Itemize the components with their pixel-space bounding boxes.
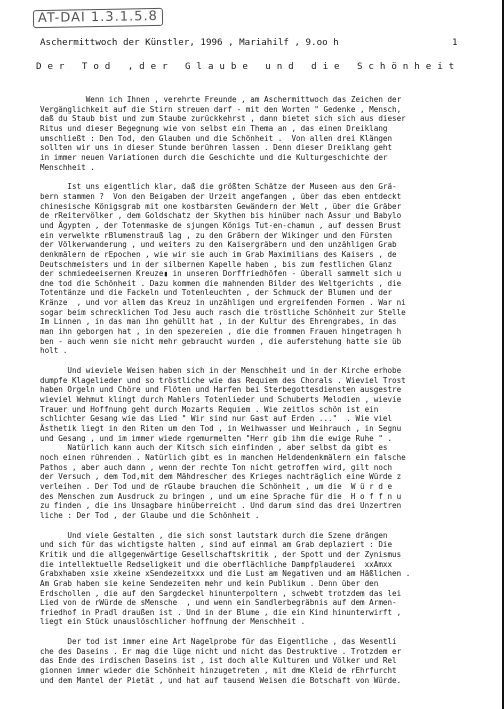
text-line: Erdschollen , die auf den Sargdeckel hinunterpoltern , schwebt trotzdem das lei [40,588,402,598]
text-line: de rReitervölker , dem Goldschatz der Skythen bis hinüber nach Assur und Babylo [40,211,402,221]
paragraph [40,95,500,172]
paragraph [40,182,500,356]
text-line: bern stammen ? Von den Beigaben der Urzeit angefangen , über das eben entdeckt [40,191,402,201]
text-line: Vergänglichkeit auf die Stirn streuen darf - mit den Worten " Gedenke , Mensch, [40,104,402,114]
text-line: und dem Mantel der Pietät , und hat auf tausend Weisen die Botschaft von Würde. [40,675,402,685]
text-line: Im Linnen , in das man ihn gehüllt hat , in der Kultur des Ehrengrabes, in das [40,317,397,327]
text-line: Und viele Gestalten , die sich sonst lautstark durch die Szene drängen [40,530,388,540]
text-line: liegt ein Stück unauslöschlicher hoffnung der Menschheit . [40,617,306,627]
text-line: man ihn geborgen hat , in den spezereien , die die frommen Frauen hingetragen h [40,327,402,337]
text-line: Pathos , aber auch dann , wenn der rechte Ton nicht getroffen wird, gilt noch [40,462,393,472]
text-line: gionnen immer wieder die Schönheit hinzugetreten , mit dme Kleid de rEhrfurcht [40,666,397,676]
text-line: liche : Der Tod , der Glaube und die Schönheit . [40,510,260,520]
text-line: Ist uns eigentlich klar, daß die größten Schätze der Museen aus den Grä- [40,182,397,192]
paragraph [40,531,500,628]
text-line: des Menschen zum Ausdruck zu bringen , und um eine Sprache für die H o f f n u [40,491,402,501]
text-line: Der tod ist immer eine Art Nagelprobe für das Eigentliche , das Wesentli [40,637,397,647]
text-line: schlichter Gesang wie das Lied " Wir sind nur Gast auf Erden ..." . Wie viel [40,414,393,424]
text-line: sogar beim schrecklichen Tod Jesu auch rasch die tröstliche Schönheit zur Stelle [40,307,406,317]
text-line: Grabxhaben xsie xkeine xSendezeitxxx und die Lust am Negativen und am Häßlichen . [40,569,411,579]
text-line: Trauer und Hoffnung geht durch Mozarts Requiem . Wie zeitlos schön ist ein [40,404,379,414]
paragraph-gap [40,627,500,637]
text-line: und Ägypten , der Totenmaske de sjungen Königs Tut-en-chamun , auf dessen Brust [40,220,402,230]
text-line: Totentänze und die Fackeln und Totenleuchten , der Schmuck der Blumen und der [40,288,393,298]
text-line: in immer neuen Variationen durch die Geschichte und die Kulturgeschichte der [40,152,388,162]
text-line: dne tod die Schönheit . Dazu kommen die mahnenden Bilder des Weltgerichts , die [40,278,402,288]
archive-stamp: AT-DAI 1.3.1.5.8 [33,8,163,28]
paragraph [40,637,500,685]
text-line: Deutschmeisters und in der silbernen Kapelle haben , bis zum festlichen Glanz [40,259,393,269]
header-line: Aschermittwoch der Künstler, 1996 , Mariahilf , 9.oo h [40,37,339,48]
text-line: und sich für das wichtigste halten , sind auf einmal am Grab deplaziert : Die [40,540,393,550]
paragraph-gap [40,356,500,366]
text-line: daß du Staub bist und zum Staube zurückkehrst , dann bietet sich sich aus dieser [40,114,406,124]
text-line: sollten wir uns in dieser Stunde berühren lassen . Denn dieser Dreiklang geht [40,143,393,153]
text-line: che des Daseins . Er mag die lüge nicht und nicht das Destruktive . Trotzdem er [40,646,402,656]
text-line: Menschheit . [40,162,95,172]
text-line: verleihen . Der Tod und de rGlaube brauchen die Schönheit , um die W ü r d e [40,481,393,491]
text-line: haben Orgeln und Chöre und Flöten und Harfen bei Sterbegottesdiensten ausgestre [40,385,402,395]
text-line: holt . [40,346,68,356]
text-line: zu finden , die ins Unsagbare hinüberreicht . Und darum sind das drei Unzertren [40,501,402,511]
text-line: ben - auch wenn sie nicht mehr gebraucht wurden , die auferstehung hatte sie üb [40,336,402,346]
paragraph-gap [40,521,500,531]
text-line: das Ende des irdischen Daseins ist , ist doch alle Kulturen und Völker und Rel [40,656,397,666]
text-line: friedhof in Pradl draußen ist . Und in der Blume , die ein Kind hinunterwirft , [40,607,402,617]
text-line: Und wieviele Weisen haben sich in der Menschheit und in der Kirche erhobe [40,366,402,376]
text-line: der schmiedeeisernen Kreuze▮ in unseren Dorffriedhöfen - überall sammelt sich u [40,269,402,279]
page-number: 1 [452,37,458,48]
text-line: umschließt : Den Tod, den Glauben und die Schönheit . Von allen drei Klängen [40,133,393,143]
paragraph-gap [40,172,500,182]
text-line: Am Grab haben sie keine Sendezeiten mehr und kein Publikum . Denn über den [40,578,379,588]
text-line: dumpfe Klagelieder und so tröstliche wie das Requiem des Chorals . Wieviel Trost [40,375,406,385]
text-line: Kränze , und vor allem das Kreuz in unzähligen und ergreifenden Formen . War ni [40,298,406,308]
text-line: der Versuch , dem Tod,mit dem Mähdrescher des Krieges nachträglich eine Würde z [40,472,402,482]
document-body [40,95,500,685]
text-line: denkmälern de rEpochen , wie wir sie auch im Grab Maximilians des Kaisers , de [40,249,397,259]
text-line: wieviel Wehmut klingt durch Mahlers Totenlieder und Schuberts Melodien , wievie [40,395,402,405]
document-title: D e r T o d , d e r G l a u b e u n d d i e S c h ö n h e i t [36,61,455,72]
text-line: noch einen rührenden . Natürlich gibt es in manchen Heldendenkmälern ein falsche [40,452,406,462]
text-line: und Gesang , und im immer wiede rgemurmelten "Herr gib ihm die ewige Ruhe " . [40,433,393,443]
text-line: Wenn ich Ihnen , verehrte Freunde , am Aschermittwoch das Zeichen der [40,95,402,104]
text-line: die intellektuelle Redseligkeit und die oberflächliche Dampfplauderei xxAmxx [40,559,393,569]
text-line: Lied von de rWürde de sMensche , und wenn ein Sandlerbegräbnis auf dem Armen- [40,598,397,608]
text-line: Ritus und dieser Begegnung wie von selbst ein Thema an , das einen Dreiklang [40,123,388,133]
text-line: Ästhetik liegt in den Riten um den Tod , in Weihwasser und Weihrauch , in Segnu [40,424,402,433]
text-line: chinesische Königsgrab mit one kostbarsten Gewändern der Welt , über die Gräber [40,201,402,211]
text-line: Kritik und die allgegenwärtige Gesellschaftskritik , der Spott und der Zynismus [40,549,402,559]
paragraph [40,366,500,521]
text-line: ein verwelkte rBlumenstrauß lag , zu den Gräbern der Wikinger und den Fürsten [40,230,393,240]
text-line: Natürlich kann auch der Kitsch sich einfinden , aber selbst da gibt es [40,443,388,453]
text-line: der Völkerwanderung , und weiters zu den Kaisergräbern und den unzähligen Grab [40,240,397,250]
